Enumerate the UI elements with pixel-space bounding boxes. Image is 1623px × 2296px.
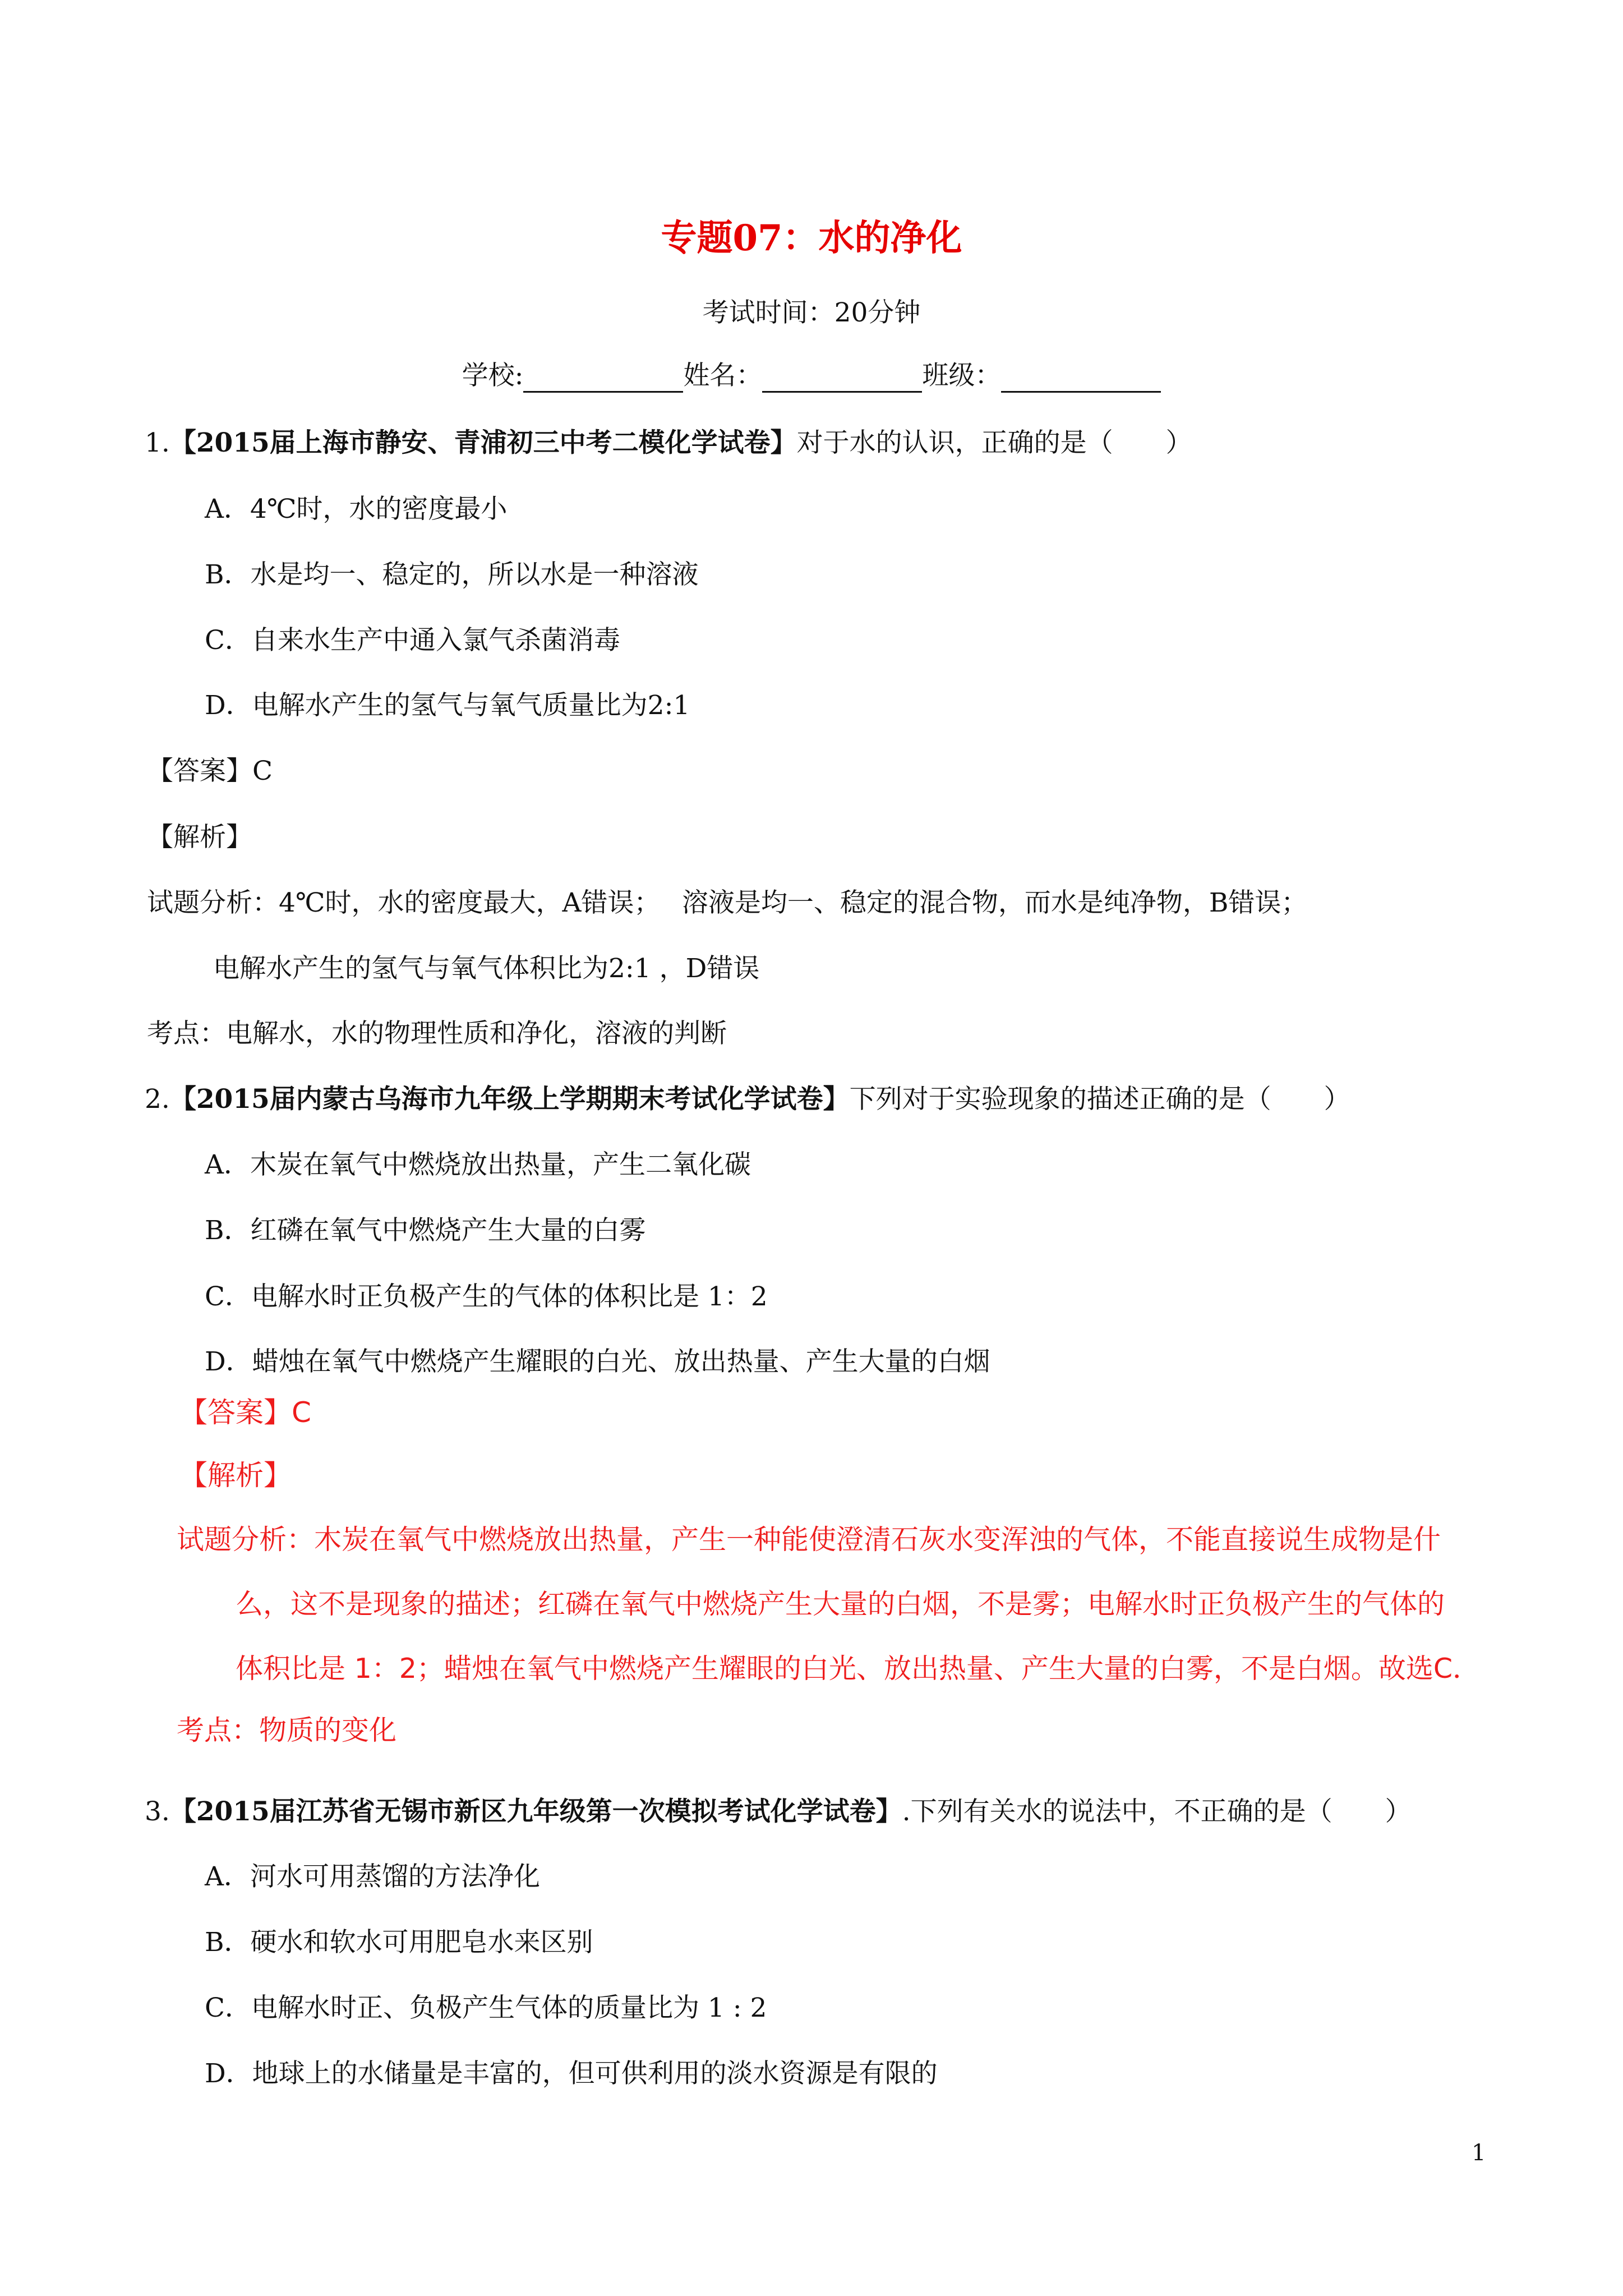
q1-option-d: D．电解水产生的氢气与氧气质量比为2:1: [205, 690, 690, 721]
school-blank[interactable]: [523, 364, 683, 393]
q3-option-a: A．河水可用蒸馏的方法净化: [205, 1861, 540, 1892]
q1-kaodian: 考点：电解水，水的物理性质和净化，溶液的判断: [147, 1018, 727, 1049]
question-source: 【2015届江苏省无锡市新区九年级第一次模拟考试化学试卷】: [169, 1796, 902, 1827]
q3-option-c: C．电解水时正、负极产生气体的质量比为 1 : 2: [205, 1993, 767, 2023]
exam-time: 考试时间：20分钟: [702, 297, 921, 328]
q2-analysis-line-1: 试题分析：木炭在氧气中燃烧放出热量，产生一种能使澄清石灰水变浑浊的气体，不能直接说生成物是什: [177, 1524, 1441, 1556]
q2-answer: 【答案】C: [179, 1396, 311, 1429]
q1-analysis-label: 【解析】: [147, 822, 252, 853]
school-label: 学校:: [462, 360, 524, 391]
q1-analysis-line-1: 试题分析：4℃时，水的密度最大，A错误； 溶液是均一、稳定的混合物，而水是纯净物，B错误；: [147, 887, 1308, 918]
q2-analysis-line-3: 体积比是 1：2；蜡烛在氧气中燃烧产生耀眼的白光、放出热量、产生大量的白雾，不是白烟。故选C．: [236, 1653, 1481, 1685]
name-label: 姓名：: [683, 360, 763, 391]
q2-kaodian: 考点：物质的变化: [177, 1714, 397, 1746]
page-title: 专题07：水的净化: [661, 217, 962, 259]
q2-option-c: C．电解水时正负极产生的气体的体积比是 1：2: [205, 1281, 768, 1312]
q3-option-d: D．地球上的水储量是丰富的，但可供利用的淡水资源是有限的: [205, 2058, 938, 2089]
q1-answer: 【答案】C: [147, 756, 273, 786]
q1-option-b: B．水是均一、稳定的，所以水是一种溶液: [205, 559, 699, 590]
question-stem: 对于水的认识，正确的是（ ）: [796, 427, 1192, 458]
question-source: 【2015届内蒙古乌海市九年级上学期期末考试化学试卷】: [169, 1084, 850, 1115]
q1-option-c: C．自来水生产中通入氯气杀菌消毒: [205, 625, 620, 656]
page-number: 1: [1472, 2140, 1486, 2166]
q1-analysis-line-2: 电解水产生的氢气与氧气体积比为2:1 ，D错误: [213, 953, 760, 984]
question-number: 3.: [145, 1796, 170, 1827]
q2-option-d: D．蜡烛在氧气中燃烧产生耀眼的白光、放出热量、产生大量的白烟: [205, 1346, 990, 1377]
class-blank[interactable]: [1001, 364, 1161, 393]
question-2: [145, 1083, 1350, 1116]
question-source: 【2015届上海市静安、青浦初三中考二模化学试卷】: [169, 427, 797, 458]
q3-option-b: B．硬水和软水可用肥皂水来区别: [205, 1927, 593, 1958]
q2-analysis-label: 【解析】: [179, 1459, 292, 1492]
question-stem: 下列对于实验现象的描述正确的是（ ）: [849, 1084, 1350, 1115]
class-label: 班级：: [922, 360, 1002, 391]
question-number: 2.: [145, 1084, 170, 1115]
question-3: [145, 1795, 1412, 1829]
name-blank[interactable]: [762, 364, 922, 393]
q2-option-a: A．木炭在氧气中燃烧放出热量，产生二氧化碳: [205, 1149, 751, 1180]
q2-analysis-line-2: 么，这不是现象的描述；红磷在氧气中燃烧产生大量的白烟，不是雾；电解水时正负极产生的气体的: [236, 1588, 1445, 1620]
question-stem: .下列有关水的说法中，不正确的是（ ）: [902, 1796, 1412, 1827]
q1-option-a: A．4℃时，水的密度最小: [205, 494, 508, 524]
question-number: 1.: [145, 427, 170, 458]
header-fields: [0, 359, 1623, 393]
q2-option-b: B．红磷在氧气中燃烧产生大量的白雾: [205, 1215, 646, 1246]
question-1: [145, 426, 1192, 460]
